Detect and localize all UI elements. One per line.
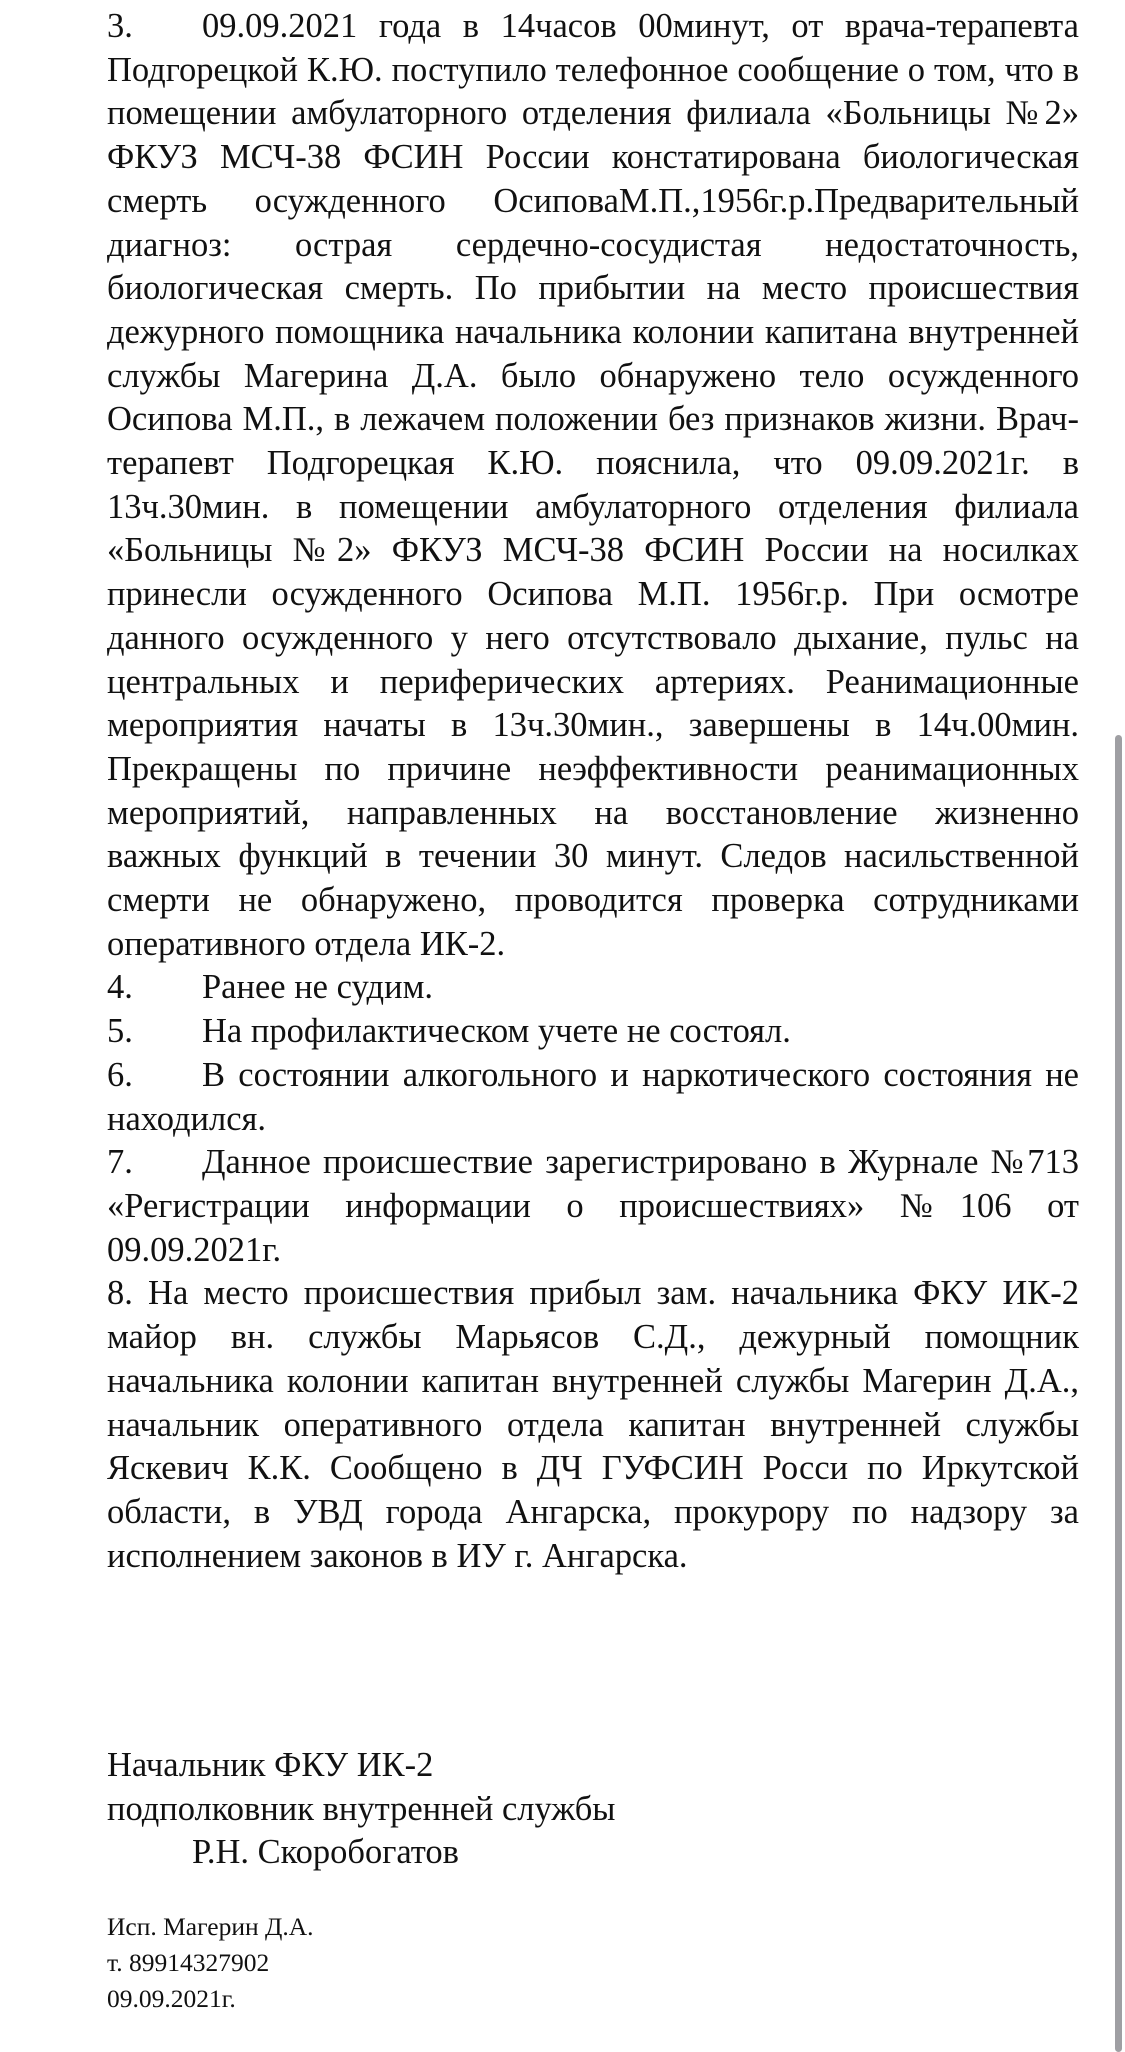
executor-footer [107,1909,314,2017]
item-number: 8. [107,1274,133,1313]
item-number: 4. [107,968,133,1007]
signature-name: Р.Н. Скоробогатов [192,1833,459,1872]
item-text: В состоянии алкогольного и наркотического состояния не находился. [107,1055,1079,1138]
item-text: На место происшествия прибыл зам. начальника ФКУ ИК-2 майор вн. службы Марьясов С.Д., дежурный помощник начальника колонии капитан внутренней службы Магерин Д.А., начальник оперативного отдела капитан внутренней службы Яскевич К.К. Сообщено в ДЧ ГУФСИН Росси по Иркутской области, в УВД города Ангарска, прокурору по надзору за исполнением законов в ИУ г. Ангарска. [107,1274,1079,1575]
executor-name: Исп. Магерин Д.А. [107,1912,314,1941]
paragraph-item-5 [107,1010,1079,1054]
item-number: 7. [107,1143,133,1182]
paragraph-item-7 [107,1141,1079,1272]
item-text: 09.09.2021 года в 14часов 00минут, от врача-терапевта Подгорецкой К.Ю. поступило телефонное сообщение о том, что в помещении амбулаторного отделения филиала «Больницы №2» ФКУЗ МСЧ-38 ФСИН России констатирована биологическая смерть осужденного ОсиповаМ.П.,1956г.р.Предварительный диагноз: острая сердечно-сосудистая недостаточность, биологическая смерть. По прибытии на место происшествия дежурного помощника начальника колонии капитана внутренней службы Магерина Д.А. было обнаружено тело осужденного Осипова М.П., в лежачем положении без признаков жизни. Врач-терапевт Подгорецкая К.Ю. пояснила, что 09.09.2021г. в 13ч.30мин. в помещении амбулаторного отделения филиала «Больницы №2» ФКУЗ МСЧ-38 ФСИН России на носилках принесли осужденного Осипова М.П. 1956г.р. При осмотре данного осужденного у него отсутствовало дыхание, пульс на центральных и периферических артериях. Реанимационные мероприятия начаты в 13ч.30мин., завершены в 14ч.00мин. Прекращены по причине неэффективности реанимационных мероприятий, направленных на восстановление жизненно важных функций в течении 30 минут. Следов насильственной смерти не обнаружено, проводится проверка сотрудниками оперативного отдела ИК-2. [107,7,1079,963]
paragraph-item-4 [107,966,1079,1010]
paragraph-item-3 [107,5,1079,966]
paragraph-item-8 [107,1272,1079,1578]
document-body [107,0,1079,1578]
item-number: 5. [107,1012,133,1051]
executor-phone: т. 89914327902 [107,1948,270,1977]
item-text: Данное происшествие зарегистрировано в Журнале №713 «Регистрации информации о происшествиях» №106 от 09.09.2021г. [107,1143,1079,1269]
executor-date: 09.09.2021г. [107,1984,236,2013]
item-number: 3. [107,7,133,45]
item-text: Ранее не судим. [202,968,434,1007]
paragraph-item-6 [107,1054,1079,1141]
item-number: 6. [107,1055,133,1094]
item-text: На профилактическом учете не состоял. [202,1012,791,1051]
vertical-scrollbar[interactable] [1115,735,1122,2052]
signature-rank: подполковник внутренней службы [107,1789,616,1828]
signature-block [107,1744,615,1875]
signature-position: Начальник ФКУ ИК-2 [107,1746,434,1784]
